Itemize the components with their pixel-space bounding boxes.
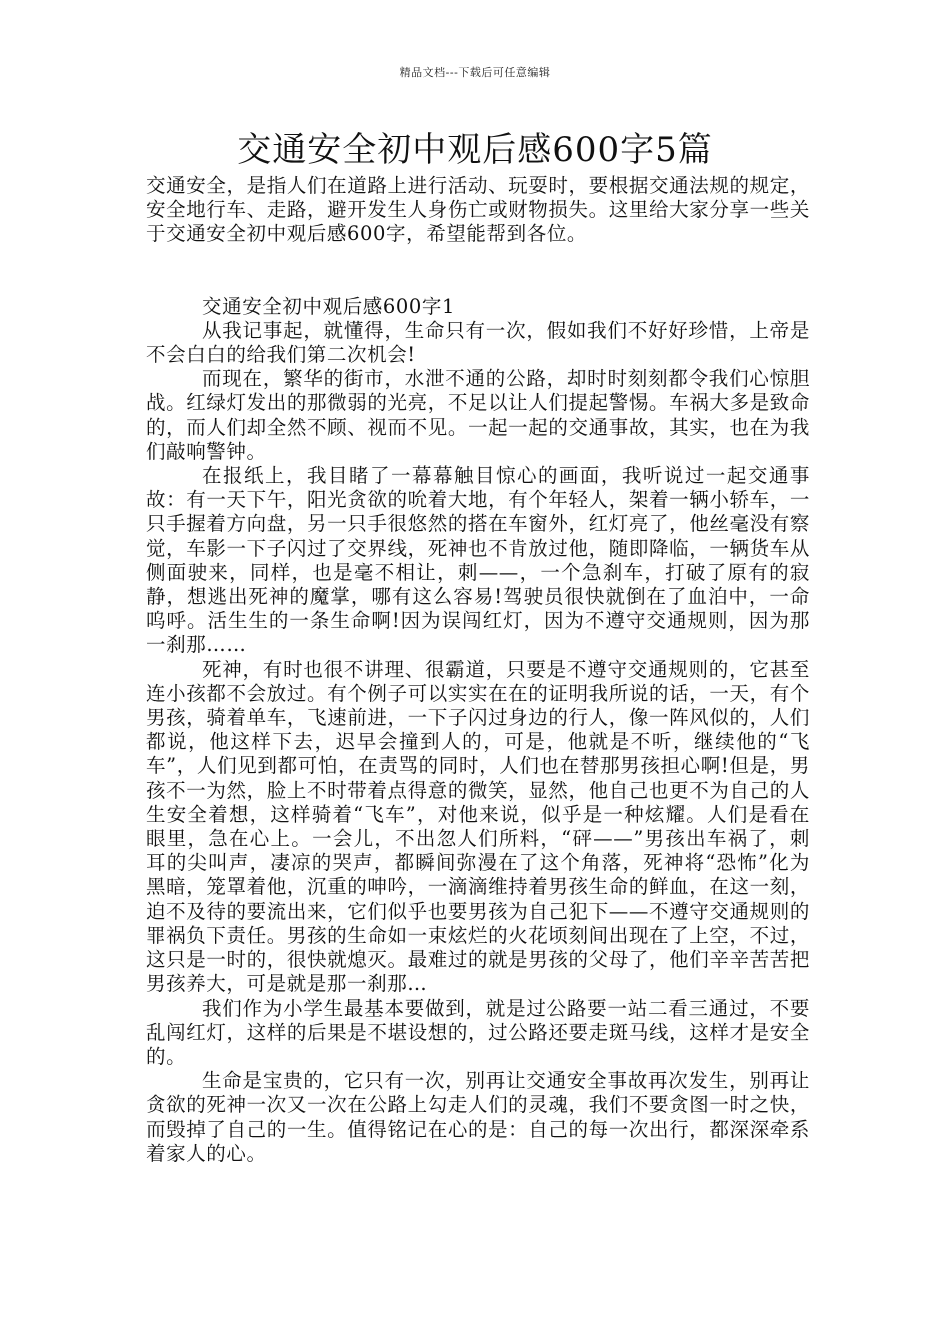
body-paragraph-4: 死神，有时也很不讲理、很霸道，只要是不遵守交通规则的，它甚至连小孩都不会放过。有个例子可以实实在在的证明我所说的话，一天，有个男孩，骑着单车，飞速前进，一下子闪过身边的行人，像一阵风似的，人们都说，他这样下去，迟早会撞到人的，可是，他就是不听，继续他的“飞车”，人们见到都可怕，在责骂的同时，人们也在替那男孩担心啊!但是，男孩不一为然，脸上不时带着点得意的微笑，显然，他自己也更不为自己的人生安全着想，这样骑着“飞车”，对他来说，似乎是一种炫耀。人们是看在眼里，急在心上。一会儿，不出忽人们所料，“砰——”男孩出车祸了，刺耳的尖叫声，凄凉的哭声，都瞬间弥漫在了这个角落，死神将“恐怖”化为黑暗，笼罩着他，沉重的呻吟，一滴滴维持着男孩生命的鲜血，在这一刻，迫不及待的要流出来，它们似乎也要男孩为自己犯下——不遵守交通规则的罪祸负下责任。男孩的生命如一束炫烂的火花顷刻间出现在了上空，不过，这只是一时的，很快就熄灭。最难过的就是男孩的父母了，他们辛辛苦苦把男孩养大，可是就是那一刹那…: [146, 657, 810, 996]
document-title: 交通安全初中观后感600字5篇: [237, 130, 713, 170]
body-paragraph-2: 而现在，繁华的街市，水泄不通的公路，却时时刻刻都令我们心惊胆战。红绿灯发出的那微弱的光亮，不足以让人们提起警惕。车祸大多是致命的，而人们却全然不顾、视而不见。一起一起的交通事故，其实，也在为我们敲响警钟。: [146, 367, 810, 463]
body-paragraph-3: 在报纸上，我目睹了一幕幕触目惊心的画面，我听说过一起交通事故：有一天下午，阳光贪欲的吮着大地，有个年轻人，架着一辆小轿车，一只手握着方向盘，另一只手很悠然的搭在车窗外，红灯亮了，他丝毫没有察觉，车影一下子闪过了交界线，死神也不肯放过他，随即降临，一辆货车从侧面驶来，同样，也是毫不相让，刺——，一个急刹车，打破了原有的寂静，想逃出死神的魔掌，哪有这么容易!驾驶员很快就倒在了血泊中，一命呜呼。活生生的一条生命啊!因为误闯红灯，因为不遵守交通规则，因为那一刹那……: [146, 464, 810, 657]
body-paragraph-5: 我们作为小学生最基本要做到，就是过公路要一站二看三通过，不要乱闯红灯，这样的后果是不堪设想的，过公路还要走斑马线，这样才是安全的。: [146, 996, 810, 1068]
paragraph-spacer: [146, 247, 810, 295]
page-header-note: 精品文档---下载后可任意编辑: [399, 66, 551, 79]
body-paragraph-6: 生命是宝贵的，它只有一次，别再让交通安全事故再次发生，别再让贪欲的死神一次又一次在公路上勾走人们的灵魂，我们不要贪图一时之快，而毁掉了自己的一生。值得铭记在心的是：自己的每一次出行，都深深牵系着家人的心。: [146, 1069, 810, 1165]
section-heading: 交通安全初中观后感600字1: [202, 294, 456, 318]
body-paragraph-1: 从我记事起，就懂得，生命只有一次，假如我们不好好珍惜，上帝是不会白白的给我们第二次机会!: [146, 318, 810, 367]
intro-paragraph: 交通安全，是指人们在道路上进行活动、玩耍时，要根据交通法规的规定，安全地行车、走路，避开发生人身伤亡或财物损失。这里给大家分享一些关于交通安全初中观后感600字，希望能帮到各位。: [146, 174, 810, 246]
document-body: [146, 174, 810, 1166]
